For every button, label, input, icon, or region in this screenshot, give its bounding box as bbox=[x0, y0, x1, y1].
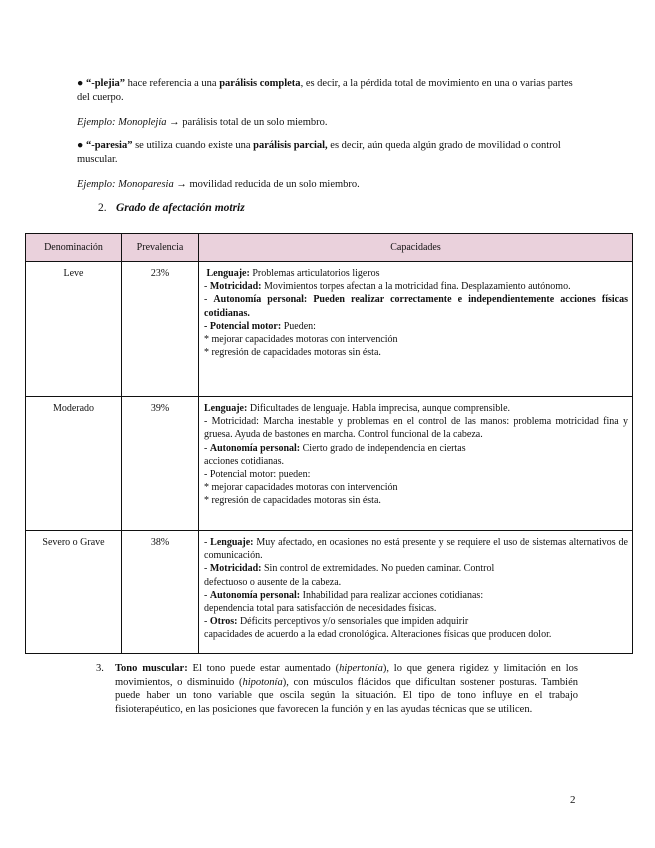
cap-label: Motricidad: bbox=[209, 281, 262, 293]
cap-label: Lenguaje: bbox=[206, 268, 250, 279]
example-label: Ejemplo: Monoplejía bbox=[77, 117, 167, 128]
arrow: → bbox=[173, 179, 190, 190]
section-number: 2. bbox=[98, 202, 107, 214]
cap-line bbox=[204, 402, 628, 415]
cap-line bbox=[204, 536, 628, 562]
cap-line: capacidades de acuerdo a la edad cronológica. Alteraciones físicas que producen dolor. bbox=[204, 629, 552, 641]
cap-label: Motricidad: bbox=[209, 563, 262, 575]
cap-text: Movimientos torpes afectan a la motricidad fina. Desplazamiento autónomo. bbox=[261, 281, 571, 293]
section-number: 3. bbox=[96, 663, 104, 674]
cap-line: acciones cotidianas. bbox=[204, 455, 284, 467]
arrow: → bbox=[166, 117, 183, 128]
cell-denominacion: Severo o Grave bbox=[26, 531, 122, 654]
cap-line: - Potencial motor: pueden: bbox=[204, 469, 311, 481]
text: , es decir, a la pérdida total de movimiento en una o varias partes del cuerpo. bbox=[77, 78, 573, 103]
section-title: Grado de afectación motriz bbox=[116, 202, 245, 214]
cap-line: * mejorar capacidades motoras con intervención bbox=[204, 334, 398, 346]
text: es decir, aún queda algún grado de movilidad o control muscular. bbox=[77, 140, 561, 165]
text: se utiliza cuando existe una bbox=[132, 140, 254, 151]
cap-text: Problemas articulatorios ligeros bbox=[249, 268, 380, 279]
example-label: Ejemplo: Monoparesia bbox=[77, 179, 174, 190]
cap-line: - Motricidad: Marcha inestable y problemas en el control de las manos: problema motricidad fina y gruesa. Ayuda de bastones en marcha. Control funcional de la cabeza. bbox=[204, 416, 628, 441]
italic-term: hipotonía bbox=[242, 676, 283, 688]
cap-label: Autonomía personal: bbox=[209, 589, 301, 601]
cap-label: Autonomía personal: Pueden realizar correctamente e independientemente acciones físicas cotidianas. bbox=[204, 294, 628, 319]
cap-text: Cierto grado de independencia en ciertas bbox=[300, 442, 466, 454]
cap-label: Lenguaje: bbox=[210, 537, 254, 548]
text: hace referencia a una bbox=[125, 78, 220, 89]
cap-text: Dificultades de lenguaje. Habla imprecisa, aunque comprensible. bbox=[247, 403, 511, 414]
cap-label: Lenguaje: bbox=[204, 403, 248, 414]
cap-line bbox=[204, 442, 628, 455]
cap-text: Pueden: bbox=[281, 320, 316, 332]
text: El tono puede estar aumentado ( bbox=[187, 663, 340, 674]
cap-label: Otros: bbox=[209, 616, 238, 628]
bold-text: parálisis parcial, bbox=[253, 140, 328, 151]
cell-prevalencia: 39% bbox=[122, 397, 199, 531]
text: ), lo que genera rigidez y limitación en los movimientos, o disminuido ( bbox=[115, 663, 578, 688]
table-header-row bbox=[26, 234, 633, 262]
cap-dash: - bbox=[204, 442, 210, 454]
cap-line: * regresión de capacidades motoras sin ésta. bbox=[204, 495, 381, 507]
cell-capacidades bbox=[199, 531, 633, 654]
table-row bbox=[26, 262, 633, 397]
cap-text: Déficits perceptivos y/o sensoriales que impiden adquirir bbox=[237, 616, 469, 628]
cap-line bbox=[204, 293, 628, 319]
cap-text: Inhabilidad para realizar acciones cotidianas: bbox=[300, 589, 484, 601]
cell-denominacion: Leve bbox=[26, 262, 122, 397]
cap-text: Muy afectado, en ocasiones no está presente y se requiere el uso de sistemas alternativos de comunicación. bbox=[204, 537, 628, 562]
cap-line bbox=[204, 615, 628, 628]
italic-term: hipertonía bbox=[339, 663, 383, 674]
section-title: Tono muscular: bbox=[115, 663, 188, 674]
term-plejia: “-plejia” bbox=[85, 78, 126, 89]
header-prevalencia: Prevalencia bbox=[122, 234, 199, 262]
cap-line bbox=[204, 562, 628, 575]
cap-dash: - bbox=[204, 281, 210, 293]
cap-label: Autonomía personal: bbox=[209, 442, 301, 454]
cell-prevalencia: 23% bbox=[122, 262, 199, 397]
cap-line: dependencia total para satisfacción de necesidades físicas. bbox=[204, 603, 437, 615]
bold-text: parálisis completa bbox=[219, 78, 301, 89]
section-3-tono-muscular bbox=[96, 662, 578, 716]
table-row bbox=[26, 397, 633, 531]
cell-capacidades bbox=[199, 262, 633, 397]
header-denominacion: Denominación bbox=[26, 234, 122, 262]
cap-label: - Potencial motor: bbox=[204, 320, 282, 332]
cap-text: Sin control de extremidades. No pueden caminar. Control bbox=[261, 563, 495, 575]
cap-dash: - bbox=[204, 563, 210, 575]
cell-prevalencia: 38% bbox=[122, 531, 199, 654]
section-heading-2 bbox=[98, 202, 245, 214]
page-number: 2 bbox=[570, 794, 576, 806]
header-capacidades: Capacidades bbox=[199, 234, 633, 262]
example-monoparesia bbox=[77, 178, 577, 192]
example-monoplejia bbox=[77, 116, 577, 130]
cap-dash: - bbox=[204, 589, 210, 601]
cap-line bbox=[204, 280, 628, 293]
example-text: movilidad reducida de un solo miembro. bbox=[189, 179, 360, 190]
section-3-text bbox=[115, 662, 578, 716]
paragraph-plejia: ● “-plejia” hace referencia a una parálisis completa, es decir, a la pérdida total de movimiento en una o varias partes del cuerpo. bbox=[77, 78, 573, 103]
term-paresia: “-paresia” bbox=[85, 140, 133, 151]
cap-line: defectuoso o ausente de la cabeza. bbox=[204, 576, 342, 588]
cell-denominacion: Moderado bbox=[26, 397, 122, 531]
table-row bbox=[26, 531, 633, 654]
cell-capacidades bbox=[199, 397, 633, 531]
cap-line bbox=[204, 589, 628, 602]
cap-line bbox=[204, 267, 628, 280]
cap-line bbox=[204, 320, 628, 333]
cap-line: * mejorar capacidades motoras con intervención bbox=[204, 482, 398, 494]
paragraph-paresia: ● “-paresia” se utiliza cuando existe una parálisis parcial, es decir, aún queda algún grado de movilidad o control muscular. bbox=[77, 140, 561, 165]
cap-dash: - bbox=[204, 537, 211, 548]
text: ), con músculos flácidos que dificultan sostener posturas. También puede haber un tono variable que oscila según la situación. El tipo de tono influye en el trabajo fisioterapéutico, en las posiciones que favorecen la función y en las ayudas técnicas que se utilicen. bbox=[115, 676, 578, 715]
cap-dash: - bbox=[204, 294, 214, 306]
cap-dash: - bbox=[204, 616, 210, 628]
motor-impairment-table bbox=[25, 233, 633, 654]
cap-line: * regresión de capacidades motoras sin ésta. bbox=[204, 347, 381, 359]
example-text: parálisis total de un solo miembro. bbox=[182, 117, 328, 128]
